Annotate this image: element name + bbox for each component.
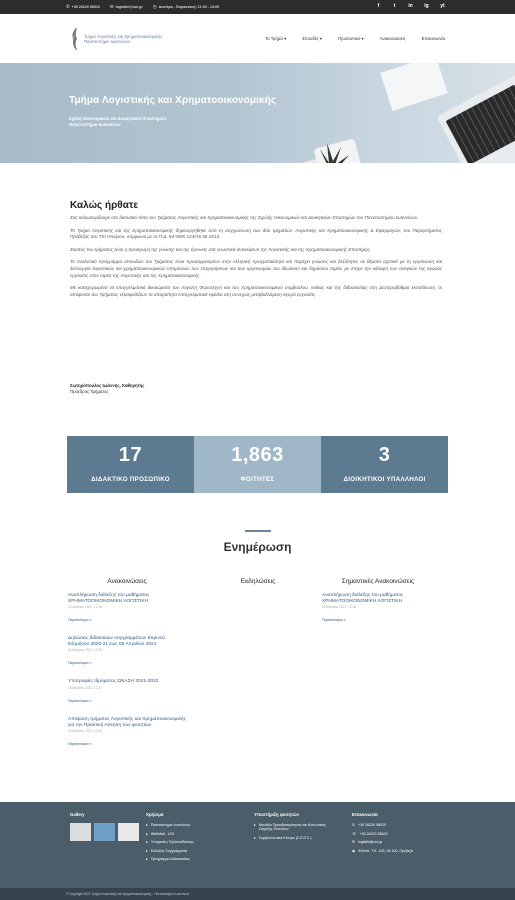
arrow-icon: ▸ xyxy=(146,831,148,836)
news-title[interactable]: Απόφαση τμήματος Λογιστικής και Χρηματοοικονομικής για την Πρακτική Άσκηση των φοιτητών xyxy=(68,716,186,728)
nav-announcements[interactable]: Ανακοινώσεις xyxy=(379,36,406,41)
arrow-icon: ▸ xyxy=(254,835,256,840)
footer-link[interactable]: Μονάδα Προσβασιμότητας και Κοινωνικής Στήριξης Φοιτητών xyxy=(258,823,326,831)
news-item xyxy=(68,717,186,746)
logo-icon xyxy=(70,27,81,51)
news-title[interactable]: Αναπλήρωση διάλεξης του μαθήματος ΧΡΗΜΑΤΟΟΙΚΟΝΟΜΙΚΗ ΛΟΓΙΣΤΙΚΗ xyxy=(322,593,404,604)
events-column xyxy=(218,578,298,593)
copyright-text: © Copyright 2021 Τμήμα Λογιστικής και Χρηματοοικονομικής - Πανεπιστήμιο Ιωαννίνων xyxy=(66,892,190,896)
hero-school: Σχολή Οικονομικών και Διοικητικών Επιστημών xyxy=(69,116,167,121)
phone-icon: ✆ xyxy=(66,4,70,9)
welcome-section xyxy=(70,200,442,304)
footer-title: Χρήσιμα xyxy=(146,812,164,817)
stat-label: ΦΟΙΤΗΤΕΣ xyxy=(240,476,275,483)
footer-link[interactable]: Εύδοξος Συγγράμματα xyxy=(150,848,187,853)
column-title: Σημαντικές Ανακοινώσεις xyxy=(341,578,415,585)
phone-text: +30 26220 58510 xyxy=(71,5,100,9)
read-more-link[interactable]: Περισσότερα » xyxy=(68,742,92,747)
contact-email[interactable]: logistiki@uoi.gr xyxy=(358,840,383,845)
plant-icon xyxy=(305,141,355,163)
column-title: Εκδηλώσεις xyxy=(240,578,276,585)
email-link[interactable]: logistiki@uoi.gr xyxy=(115,5,143,9)
arrow-icon: ▸ xyxy=(146,848,148,853)
stat-faculty xyxy=(67,436,194,493)
logo-line1: Τμήμα Λογιστικής και Χρηματοοικονομικής xyxy=(84,34,163,39)
column-title: Ανακοινώσεις xyxy=(107,578,147,585)
hero-laptop xyxy=(436,75,515,163)
stat-number: 17 xyxy=(118,444,143,466)
stat-students xyxy=(194,436,321,493)
gallery-thumb[interactable] xyxy=(94,823,115,841)
read-more-link[interactable]: Περισσότερα » xyxy=(68,661,92,666)
welcome-paragraph: Σκοπός του τμήματος είναι η προαγωγή της γνώσης και της έρευνας στα γνωστικά αντικείμενα της Λογιστικής και της Χρηματοοικονομικής Επιστήμης. xyxy=(70,246,372,252)
news-date: 23 Μαρτίου 2021, 12:18 xyxy=(68,605,102,610)
footer-title: Υποστήριξη φοιτητών xyxy=(254,812,299,817)
footer-link[interactable]: WebMail - UOI xyxy=(150,831,175,836)
top-bar xyxy=(0,0,515,14)
contact-fax: +30 26220 58520 xyxy=(359,831,388,836)
stat-number: 1,863 xyxy=(231,444,284,466)
section-divider xyxy=(245,530,271,532)
header xyxy=(0,14,515,63)
read-more-link[interactable]: Περισσότερα » xyxy=(68,618,92,623)
arrow-icon: ▸ xyxy=(146,857,148,862)
contact-address: Φιλίππ. Τ.Κ. 109, 48 100, Πρέβεζα xyxy=(358,848,413,853)
arrow-icon: ▸ xyxy=(254,823,256,827)
mail-icon: ✉ xyxy=(352,840,356,845)
nav-studies[interactable]: Σπουδές ▾ xyxy=(302,36,323,41)
news-date: 23 Μαρτίου 2021, 12:18 xyxy=(322,605,356,610)
footer-link[interactable]: Πρόγραμμα Διδασκαλίας xyxy=(150,857,191,862)
copyright-bar xyxy=(0,888,515,900)
signature-role: Πρόεδρος Τμήματος xyxy=(70,389,109,394)
read-more-link[interactable]: Περισσότερα » xyxy=(322,618,346,623)
hero-banner xyxy=(0,63,515,163)
gallery-thumb[interactable] xyxy=(70,823,91,841)
hero-paper xyxy=(380,63,448,111)
phone-icon: ✆ xyxy=(352,823,356,827)
updates-title: Ενημέρωση xyxy=(223,540,292,554)
news-item xyxy=(68,679,186,703)
news-title[interactable]: Δηλώσεις διδακτικών συγγραμμάτων Εαρινού Εξαμήνου 2020-21 έως 05 Απριλίου 2021 xyxy=(68,636,166,647)
nav-contact[interactable]: Επικοινωνία xyxy=(421,36,445,41)
welcome-paragraph: Το Τμήμα Λογιστικής και της Χρηματοοικονομικής δημιουργήθηκε από τη συγχώνευση των δύο τμημάτων, Λογιστικής και Χρηματοοικονομικής & Εφαρμογών, του Παραρτήματος Πρέβεζας του ΤΕΙ Ηπείρου, σύμφωνα με το Π.Δ. 84 ΦΕΚ 124/Α5 06 2013. xyxy=(70,227,442,240)
welcome-title: Καλώς ήρθατε xyxy=(70,200,139,211)
footer-title: Gallery xyxy=(70,812,85,817)
clock-icon: ◷ xyxy=(152,4,157,9)
footer xyxy=(0,802,515,888)
stat-number: 3 xyxy=(378,444,391,466)
news-item xyxy=(322,593,434,622)
hero-title: Τμήμα Λογιστικής και Χρηματοοικονομικής xyxy=(69,95,277,106)
nav-staff[interactable]: Προσωπικό ▾ xyxy=(338,36,364,41)
facebook-icon[interactable]: f xyxy=(377,3,380,9)
linkedin-icon[interactable]: in xyxy=(408,3,413,9)
footer-useful xyxy=(146,812,194,866)
read-more-link[interactable]: Περισσότερα » xyxy=(68,698,92,703)
arrow-icon: ▸ xyxy=(146,823,148,827)
footer-link[interactable]: Υπηρεσίες Τηλ/κπαίδευσης xyxy=(150,840,194,845)
news-item xyxy=(68,636,186,665)
logo-line2: Πανεπιστήμιο Ιωαννίνων xyxy=(84,39,131,44)
twitter-icon[interactable]: t xyxy=(393,3,396,9)
location-icon: ◉ xyxy=(352,848,356,853)
news-date: 18 Μαρτίου 2021, 13:10 xyxy=(68,685,102,690)
news-title[interactable]: Υποτροφίες Ιδρύματος ΩΝΑΣΗ 2021-2022 xyxy=(68,679,159,685)
nav-department[interactable]: Το Τμήμα ▾ xyxy=(265,36,287,41)
stat-label: ΔΙΔΑΚΤΙΚΟ ΠΡΟΣΩΠΙΚΟ xyxy=(91,476,170,483)
logo[interactable] xyxy=(70,27,162,51)
gallery-thumb[interactable] xyxy=(118,823,139,841)
stat-admin xyxy=(321,436,448,493)
news-date: 16 Μαρτίου 2021, 11:05 xyxy=(68,729,102,734)
footer-gallery xyxy=(70,812,139,841)
hero-university: Πανεπιστήμιο Ιωαννίνων xyxy=(69,122,121,127)
main-nav xyxy=(265,36,445,42)
signature xyxy=(70,383,144,395)
instagram-icon[interactable]: ig xyxy=(424,3,429,9)
signature-name: Σωτηρόπουλος Ιωάννης, Καθηγητής xyxy=(70,383,145,388)
contact-info xyxy=(66,4,219,10)
welcome-paragraph: Με κατοχυρωμένα τα επαγγελματικά δικαιώματα του Λογιστή Φοροτέχνη και του Χρηματοοικονομικού συμβούλου, καθώς και της διδασκαλίας στη Δευτεροβάθμια εκπαίδευση, οι απόφοιτοι του Τμήματος εξασφαλίζουν τα απαραίτητα επαγγελματικά εφόδια στη συνεχώς μεταβαλλόμενη αγορά εργασίας. xyxy=(70,285,442,297)
important-announcements-column xyxy=(322,578,434,636)
youtube-icon[interactable]: yt xyxy=(440,3,445,9)
news-item xyxy=(68,593,186,622)
welcome-paragraph: Σας καλωσορίζουμε στο δικτυακό τόπο του Τμήματος Λογιστικής και Χρηματοοικονομικής της Σχολής Οικονομικών και Διοικητικών Επιστημών του Πανεπιστημίου Ιωαννίνων. xyxy=(70,215,419,220)
announcements-column xyxy=(68,578,186,760)
welcome-paragraph: Το αναλυτικό πρόγραμμα σπουδών του Τμήματος είναι προσαρμοσμένο στην ελληνική πραγματικότητα και παρέχει γνώσεις και δεξιότητες σε θέματα σχετικά με τη οργάνωση και λειτουργία λογιστικών και χρηματοοικονομικών υπηρεσιών των επιχειρήσεων και των οργανισμών του ιδιωτικού και δημόσιου τομέα, με στόχο την κάλυψη των αναγκών της αγοράς εργασίας στον τομέα της Λογιστικής και της Χρηματοοικονομικής. xyxy=(70,259,442,278)
contact-phone: +30 26220 58510 xyxy=(358,823,387,827)
social-links xyxy=(375,3,446,9)
footer-link[interactable]: Συμβουλευτικό Κέντρο (Σ.Ε.Π.Σ.) xyxy=(258,835,312,840)
hours-text: Δευτέρα - Παρασκευή: 11:00 - 13:00 xyxy=(158,5,220,9)
footer-link[interactable]: Πανεπιστήμιο Ιωαννίνων xyxy=(150,823,191,827)
stats-bar xyxy=(67,436,448,493)
footer-contact xyxy=(352,812,413,857)
news-title[interactable]: Αναπλήρωση διάλεξης του μαθήματος ΧΡΗΜΑΤΟΟΙΚΟΝΟΜΙΚΗ ΛΟΓΙΣΤΙΚΗ xyxy=(68,593,150,604)
news-date: 22 Μαρτίου 2021, 11:35 xyxy=(68,648,102,653)
fax-icon: ☏ xyxy=(352,831,357,836)
footer-title: Επικοινωνία xyxy=(352,812,378,817)
stat-label: ΔΙΟΙΚΗΤΙΚΟΙ ΥΠΑΛΛΗΛΟΙ xyxy=(343,476,426,483)
arrow-icon: ▸ xyxy=(146,840,148,845)
footer-support xyxy=(254,812,334,844)
mail-icon: ✉ xyxy=(109,4,114,9)
